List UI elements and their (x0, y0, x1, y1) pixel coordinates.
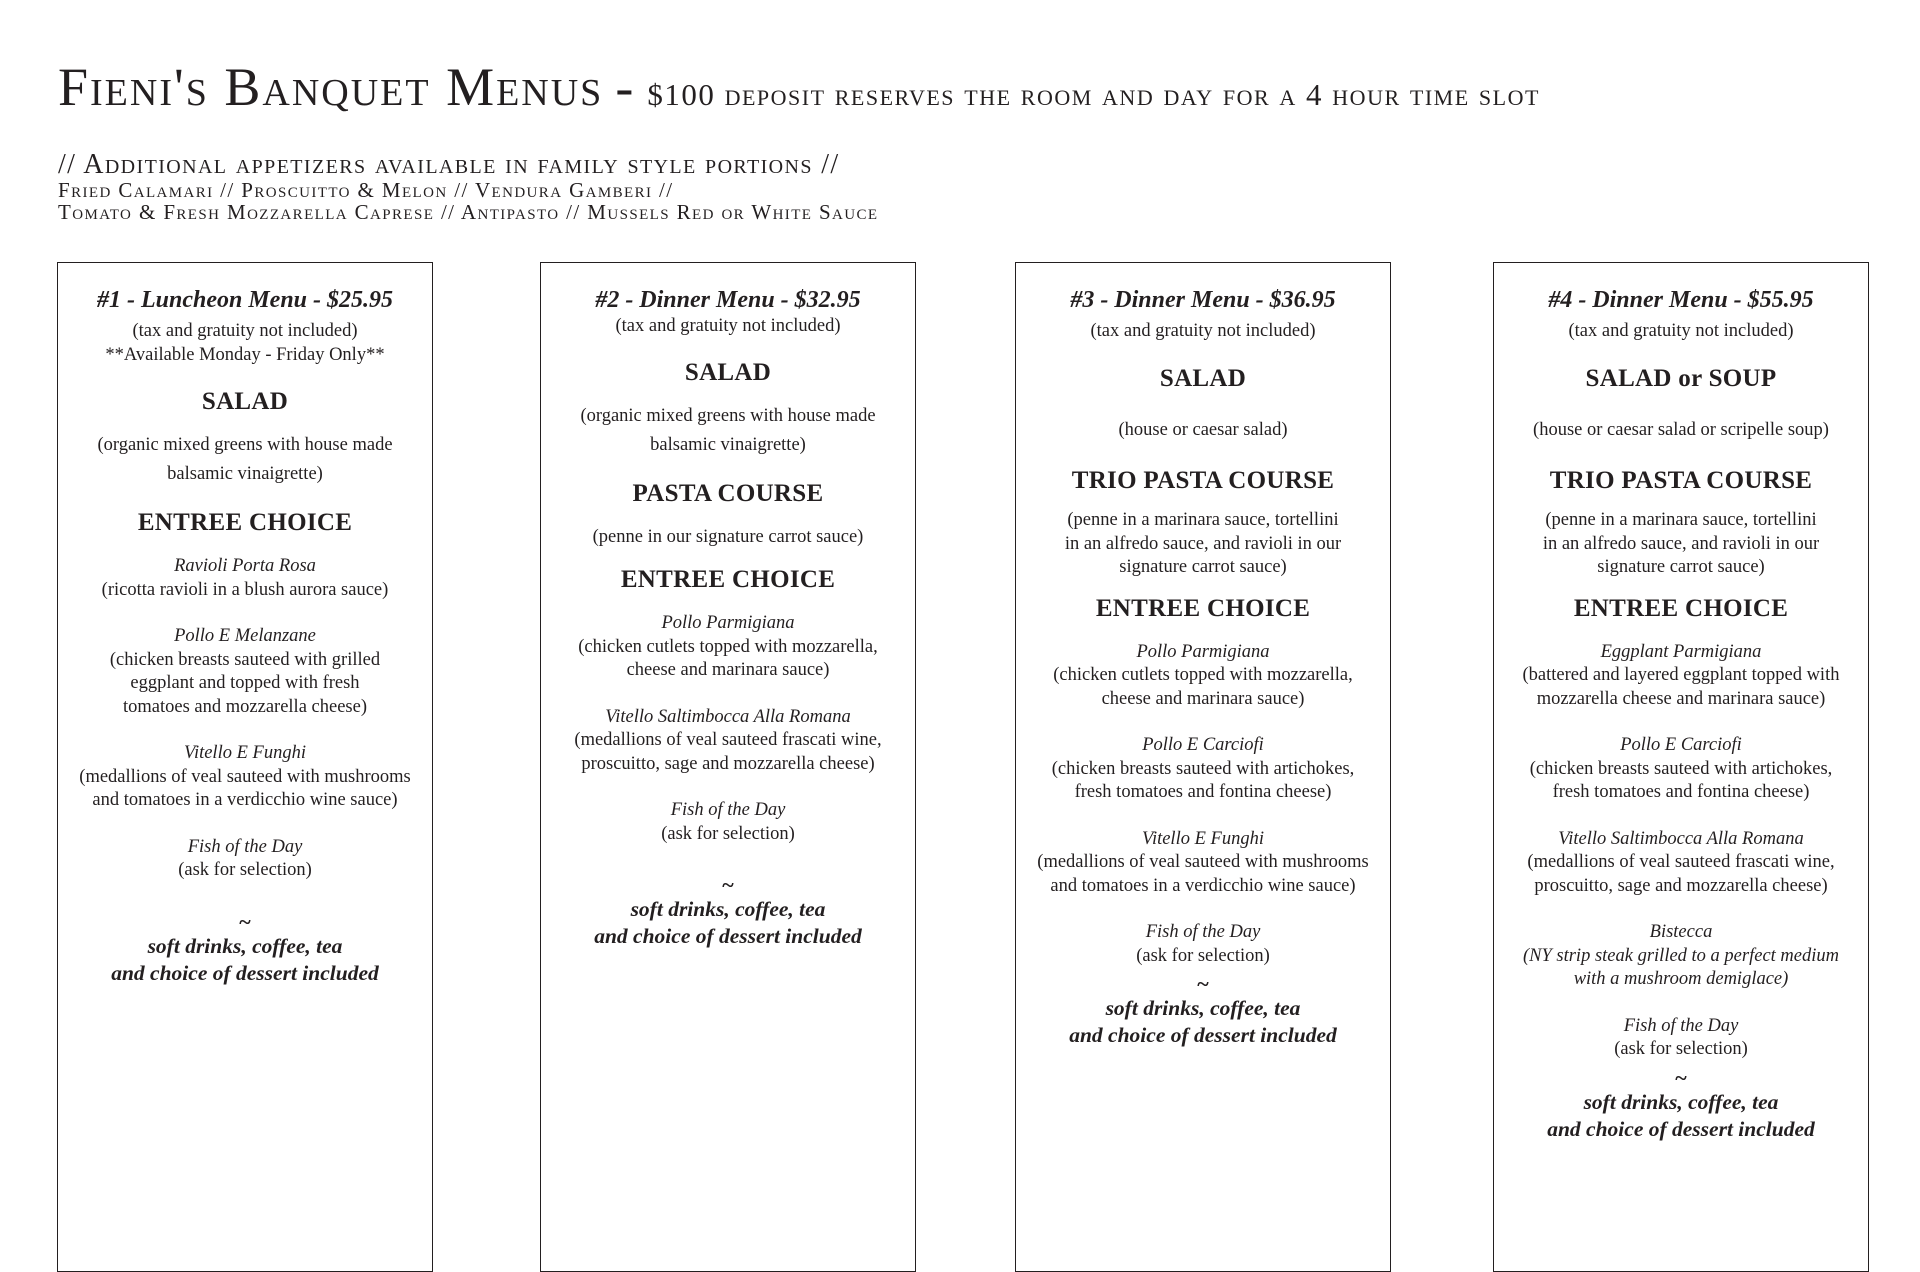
item-description: (ask for selection) (1614, 1039, 1748, 1059)
pasta-description-line: signature carrot sauce) (1597, 557, 1765, 577)
item-name: Vitello E Funghi (184, 743, 306, 763)
item-description: eggplant and topped with fresh (130, 673, 360, 693)
tilde-divider: ~ (1675, 1064, 1687, 1090)
menu-item (58, 742, 432, 813)
salad-heading: SALAD (201, 388, 289, 415)
item-description: fresh tomatoes and fontina cheese) (1074, 782, 1332, 802)
menu-title: #3 - Dinner Menu - $36.95 (1070, 287, 1336, 313)
menu-item (541, 612, 915, 683)
menu-item (58, 555, 432, 602)
item-name: Pollo E Carciofi (1142, 735, 1264, 755)
item-name: Pollo Parmigiana (661, 613, 795, 633)
item-description: (battered and layered eggplant topped with (1522, 665, 1840, 685)
salad-description: (organic mixed greens with house made (97, 435, 393, 455)
footer-line: and choice of dessert included (1069, 1023, 1337, 1047)
item-description: and tomatoes in a verdicchio wine sauce) (1050, 875, 1356, 896)
salad-heading: SALAD (1159, 365, 1247, 392)
availability-note: **Available Monday - Friday Only** (105, 345, 385, 365)
salad-description: (organic mixed greens with house made (580, 406, 876, 426)
item-description: cheese and marinara sauce) (1101, 688, 1305, 709)
pasta-description-line: in an alfredo sauce, and ravioli in our (1064, 533, 1342, 554)
tilde-divider: ~ (1197, 971, 1209, 996)
item-description: (chicken breasts sauteed with artichokes, (1529, 758, 1833, 779)
item-description: (ricotta ravioli in a blush aurora sauce) (101, 579, 389, 600)
item-name: Vitello Saltimbocca Alla Romana (605, 706, 851, 727)
footer-line: soft drinks, coffee, tea (147, 933, 343, 958)
entree-heading: ENTREE CHOICE (1573, 594, 1789, 622)
item-name: Fish of the Day (187, 836, 303, 857)
salad-description: (house or caesar salad or scripelle soup) (1533, 420, 1829, 440)
salad-description: balsamic vinaigrette) (650, 435, 806, 455)
item-description: (chicken breasts sauteed with artichokes, (1051, 758, 1355, 779)
menu-item (1016, 734, 1390, 805)
item-description: (ask for selection) (661, 823, 795, 844)
pasta-description (1494, 509, 1868, 580)
salad-description: balsamic vinaigrette) (167, 464, 323, 484)
appetizers-line-2: Tomato & Fresh Mozzarella Caprese // Antipasto // Mussels Red or White Sauce (58, 200, 879, 225)
pasta-description: (penne in our signature carrot sauce) (592, 527, 864, 547)
menu-item (1016, 828, 1390, 899)
restaurant-title: Fieni's Banquet Menus (58, 57, 604, 117)
item-description: with a mushroom demiglace) (1573, 969, 1789, 989)
appetizers-heading: // Additional appetizers available in family style portions // (58, 149, 840, 180)
footer-line: and choice of dessert included (1547, 1116, 1815, 1141)
menu-item (1494, 641, 1868, 712)
entree-heading: ENTREE CHOICE (1095, 594, 1311, 622)
item-name: Pollo E Carciofi (1620, 735, 1742, 755)
tax-note: (tax and gratuity not included) (132, 321, 358, 341)
entree-heading: ENTREE CHOICE (620, 566, 836, 593)
item-description: fresh tomatoes and fontina cheese) (1552, 782, 1810, 802)
item-name: Eggplant Parmigiana (1600, 641, 1762, 662)
item-name: Pollo E Melanzane (174, 626, 316, 646)
item-name: Pollo Parmigiana (1136, 641, 1270, 662)
item-description: (ask for selection) (178, 860, 312, 880)
menu-item (58, 836, 432, 883)
title-separator: - (615, 57, 636, 117)
menu-item (1016, 921, 1390, 968)
pasta-description (1016, 509, 1390, 580)
footer-line: soft drinks, coffee, tea (630, 897, 826, 921)
item-description: (medallions of veal sauteed with mushrooms (79, 766, 411, 787)
menu-card-2 (540, 262, 916, 1272)
item-description: tomatoes and mozzarella cheese) (123, 696, 367, 717)
item-description: (chicken cutlets topped with mozzarella, (1053, 665, 1353, 685)
pasta-heading: PASTA COURSE (632, 480, 824, 507)
item-description: (medallions of veal sauteed frascati wine, (574, 730, 882, 750)
menu-item (541, 799, 915, 846)
item-name: Fish of the Day (670, 800, 786, 820)
menu-card-4 (1493, 262, 1869, 1272)
menu-item (541, 706, 915, 777)
item-name: Ravioli Porta Rosa (174, 556, 316, 576)
pasta-description-line: in an alfredo sauce, and ravioli in our (1542, 533, 1820, 554)
item-description: proscuitto, sage and mozzarella cheese) (581, 753, 875, 774)
item-description: and tomatoes in a verdicchio wine sauce) (92, 790, 398, 810)
item-name: Bistecca (1649, 922, 1713, 942)
tilde-divider: ~ (722, 872, 734, 897)
item-description: cheese and marinara sauce) (626, 660, 830, 680)
menu-title: #4 - Dinner Menu - $55.95 (1548, 287, 1814, 313)
menu-card-1 (57, 262, 433, 1272)
tax-note: (tax and gratuity not included) (1568, 321, 1794, 341)
pasta-description-line: (penne in a marinara sauce, tortellini (1067, 510, 1339, 530)
item-description: proscuitto, sage and mozzarella cheese) (1534, 875, 1828, 896)
page-title (58, 56, 1540, 118)
footer-line: soft drinks, coffee, tea (1105, 996, 1301, 1020)
deposit-note: $100 deposit reserves the room and day for a 4 hour time slot (647, 77, 1540, 112)
item-description: (medallions of veal sauteed with mushrooms (1037, 852, 1369, 872)
menu-title: #2 - Dinner Menu - $32.95 (595, 287, 861, 313)
item-description: (ask for selection) (1136, 945, 1270, 966)
item-description: (chicken cutlets topped with mozzarella, (578, 636, 878, 657)
pasta-heading: TRIO PASTA COURSE (1549, 467, 1813, 494)
item-name: Vitello Saltimbocca Alla Romana (1558, 828, 1804, 849)
footer-line: soft drinks, coffee, tea (1583, 1089, 1779, 1114)
footer-line: and choice of dessert included (594, 924, 862, 948)
salad-heading: SALAD (684, 359, 772, 386)
item-name: Vitello E Funghi (1142, 828, 1264, 849)
salad-soup-heading: SALAD or SOUP (1585, 365, 1777, 392)
salad-description: (house or caesar salad) (1118, 420, 1288, 440)
tax-note: (tax and gratuity not included) (1090, 321, 1316, 341)
pasta-description-line: signature carrot sauce) (1119, 557, 1287, 577)
menu-item (58, 625, 432, 719)
item-description: mozzarella cheese and marinara sauce) (1536, 688, 1826, 709)
pasta-description-line: (penne in a marinara sauce, tortellini (1545, 510, 1817, 530)
menu-item (1494, 828, 1868, 899)
item-description: (chicken breasts sauteed with grilled (109, 649, 381, 670)
menu-item (1494, 734, 1868, 805)
item-name: Fish of the Day (1623, 1015, 1739, 1036)
menu-title: #1 - Luncheon Menu - $25.95 (96, 287, 394, 313)
entree-heading: ENTREE CHOICE (137, 509, 353, 536)
item-name: Fish of the Day (1145, 922, 1261, 942)
menu-card-3 (1015, 262, 1391, 1272)
tax-note: (tax and gratuity not included) (615, 316, 841, 336)
appetizers-section (58, 150, 879, 223)
menu-item (1494, 1015, 1868, 1062)
menu-item (1494, 921, 1868, 992)
item-description: (medallions of veal sauteed frascati wine, (1527, 852, 1835, 872)
appetizers-line-1: Fried Calamari // Proscuitto & Melon // Vendura Gamberi // (58, 178, 674, 203)
tilde-divider: ~ (239, 908, 251, 934)
footer-line: and choice of dessert included (111, 960, 379, 985)
menu-item (1016, 641, 1390, 712)
item-description: (NY strip steak grilled to a perfect medium (1522, 945, 1839, 966)
pasta-heading: TRIO PASTA COURSE (1071, 467, 1335, 494)
